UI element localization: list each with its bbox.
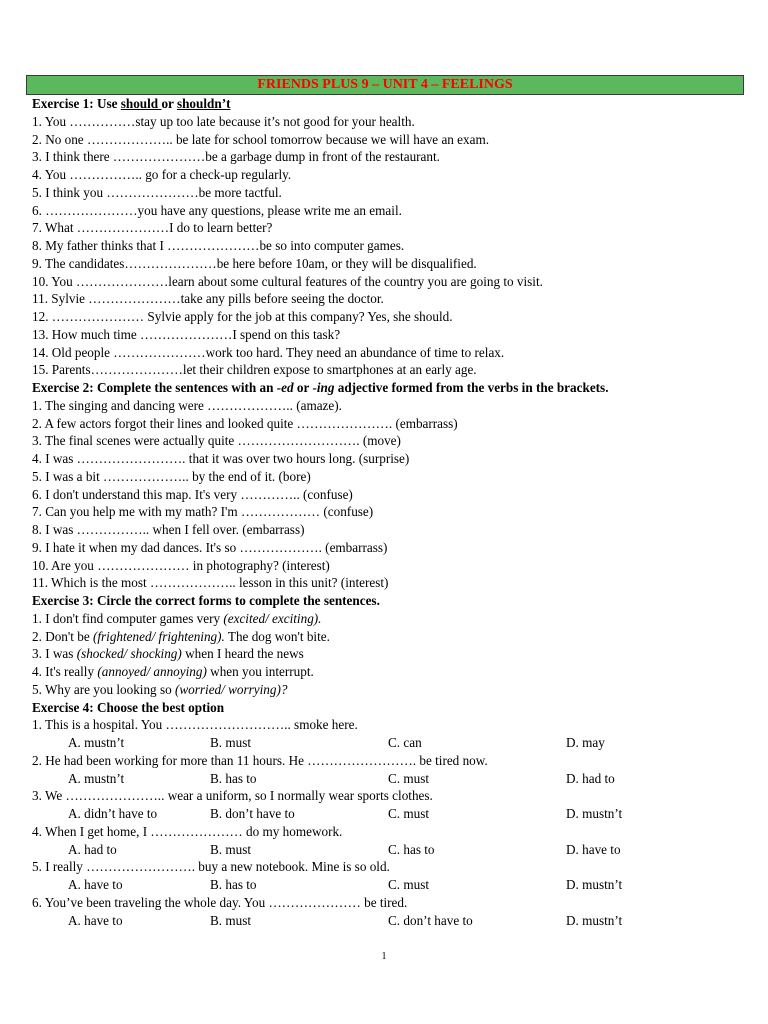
- ex2-item-10: 10. Are you ………………… in photography? (interest): [32, 557, 330, 573]
- ex1-item-1: 1. You ……………stay up too late because it’s not good for your health.: [32, 113, 415, 129]
- ex4-question-2: 2. He had been working for more than 11 hours. He ……………………. be tired now.: [32, 752, 488, 768]
- ex4-options-1: [32, 734, 752, 752]
- ex3-item-1-choices: (excited/ exciting).: [223, 610, 322, 626]
- ex2-item-2: 2. A few actors forgot their lines and looked quite …………………. (embarrass): [32, 415, 458, 431]
- ex3-item-3-choices: (shocked/ shocking): [76, 646, 182, 662]
- exercise-4-title: Exercise 4: Choose the best option: [32, 699, 225, 715]
- ex2-title-part-3: adjective formed from the verbs in the brackets.: [334, 380, 609, 395]
- ex2-item-1: 1. The singing and dancing were ……………….. (amaze).: [32, 397, 342, 413]
- ex1-item-6: 6. …………………you have any questions, please write me an email.: [32, 202, 402, 218]
- ex1-item-5: 5. I think you …………………be more tactful.: [32, 184, 282, 200]
- ex1-item-10: 10. You …………………learn about some cultural features of the country you are going to visit.: [32, 273, 543, 289]
- worksheet-title: FRIENDS PLUS 9 – UNIT 4 – FEELINGS: [26, 75, 744, 95]
- option-c: C. must: [388, 770, 430, 786]
- exercise-3-title: Exercise 3: Circle the correct forms to complete the sentences.: [32, 593, 380, 608]
- worksheet-content: [32, 95, 752, 929]
- option-b: B. must: [210, 735, 252, 750]
- ex2-ing: -ing: [312, 380, 335, 395]
- option-a: A. mustn’t: [68, 770, 125, 786]
- ex1-shouldnt: shouldn’t: [176, 96, 231, 111]
- ex1-should: should: [120, 96, 162, 111]
- ex3-item-2-choices: (frightened/ frightening).: [92, 628, 225, 644]
- option-b: B. must: [210, 912, 252, 928]
- ex1-item-8: 8. My father thinks that I …………………be so into computer games.: [32, 238, 405, 253]
- page-number: 1: [381, 951, 387, 962]
- ex4-question-1: 1. This is a hospital. You ……………………….. smoke here.: [32, 717, 358, 733]
- ex3-item-4-rest: when you interrupt.: [206, 664, 314, 679]
- ex1-item-13: 13. How much time …………………I spend on this task?: [32, 326, 341, 342]
- ex3-item-3: [32, 645, 752, 663]
- option-c: C. has to: [388, 841, 435, 857]
- ex4-question-5: 5. I really ……………………. buy a new notebook. Mine is so old.: [32, 859, 390, 875]
- option-a: A. had to: [68, 841, 117, 857]
- exercise-1-title: [32, 95, 752, 113]
- option-a: A. didn’t have to: [68, 806, 158, 821]
- ex1-item-14: 14. Old people …………………work too hard. They need an abundance of time to relax.: [32, 344, 505, 360]
- option-c: C. can: [388, 735, 422, 750]
- ex1-title-prefix: Exercise 1: Use: [32, 96, 121, 111]
- ex2-item-8: 8. I was …………….. when I fell over. (embarrass): [32, 522, 305, 537]
- ex2-ed: -ed: [276, 380, 294, 395]
- ex3-item-5-choices: (worried/ worrying)?: [174, 681, 288, 697]
- ex1-item-9: 9. The candidates…………………be here before 10am, or they will be disqualified.: [32, 255, 477, 271]
- ex1-item-12: 12. ………………… Sylvie apply for the job at this company? Yes, she should.: [32, 309, 453, 324]
- exercise-2-title: [32, 379, 752, 397]
- ex3-item-4: [32, 663, 752, 681]
- option-b: B. has to: [210, 877, 257, 892]
- option-c: C. must: [388, 877, 430, 892]
- ex2-item-4: 4. I was ……………………. that it was over two hours long. (surprise): [32, 451, 410, 466]
- ex3-item-3-rest: when I heard the news: [181, 646, 304, 662]
- option-d: D. mustn’t: [566, 877, 623, 892]
- ex2-title-part-2: or: [293, 380, 313, 395]
- option-d: D. have to: [566, 841, 621, 857]
- ex3-item-4-choices: (annoyed/ annoying): [97, 664, 207, 679]
- option-b: B. has to: [210, 770, 257, 786]
- ex3-item-4-text: 4. It's really: [32, 664, 98, 679]
- option-c: C. must: [388, 806, 430, 821]
- ex1-or: or: [161, 96, 177, 111]
- option-c: C. don’t have to: [388, 912, 473, 928]
- ex4-options-3: [32, 805, 752, 823]
- ex4-options-2: [32, 770, 752, 788]
- option-b: B. don’t have to: [210, 806, 295, 821]
- ex4-question-4: 4. When I get home, I ………………… do my homework.: [32, 823, 343, 839]
- ex2-item-3: 3. The final scenes were actually quite ………………………. (move): [32, 433, 401, 449]
- ex3-item-2-rest: The dog won't bite.: [224, 628, 330, 644]
- option-a: A. have to: [68, 877, 123, 892]
- ex1-item-15: 15. Parents…………………let their children expose to smartphones at an early age.: [32, 362, 477, 378]
- option-a: A. mustn’t: [68, 735, 125, 750]
- ex2-item-6: 6. I don't understand this map. It's very ………….. (confuse): [32, 486, 353, 502]
- option-b: B. must: [210, 841, 252, 857]
- ex2-item-5: 5. I was a bit ……………….. by the end of it. (bore): [32, 468, 311, 484]
- ex3-item-2: [32, 628, 752, 646]
- ex4-options-5: [32, 876, 752, 894]
- option-d: D. may: [566, 735, 605, 750]
- option-d: D. had to: [566, 770, 615, 786]
- ex1-item-7: 7. What …………………I do to learn better?: [32, 220, 273, 236]
- ex4-question-6: 6. You’ve been traveling the whole day. You ………………… be tired.: [32, 894, 408, 910]
- ex3-item-5-text: 5. Why are you looking so: [32, 681, 175, 697]
- option-d: D. mustn’t: [566, 806, 623, 821]
- option-a: A. have to: [68, 912, 123, 928]
- ex1-item-4: 4. You …………….. go for a check-up regularly.: [32, 167, 292, 182]
- ex1-item-3: 3. I think there …………………be a garbage dump in front of the restaurant.: [32, 149, 440, 165]
- ex4-options-6: [32, 912, 752, 930]
- ex2-item-9: 9. I hate it when my dad dances. It's so ………………. (embarrass): [32, 539, 388, 555]
- ex4-options-4: [32, 841, 752, 859]
- ex2-item-11: 11. Which is the most ……………….. lesson in this unit? (interest): [32, 575, 389, 591]
- ex4-question-3: 3. We ………………….. wear a uniform, so I normally wear sports clothes.: [32, 788, 433, 804]
- ex1-item-2: 2. No one ……………….. be late for school tomorrow because we will have an exam.: [32, 131, 490, 147]
- ex3-item-5: [32, 681, 752, 699]
- ex3-item-1-text: 1. I don't find computer games very: [32, 610, 224, 626]
- ex2-title-part-1: Exercise 2: Complete the sentences with an: [32, 380, 277, 395]
- ex3-item-1: [32, 610, 752, 628]
- ex1-item-11: 11. Sylvie …………………take any pills before seeing the doctor.: [32, 291, 384, 307]
- option-d: D. mustn’t: [566, 912, 623, 928]
- ex3-item-2-text: 2. Don't be: [32, 628, 93, 644]
- ex3-item-3-text: 3. I was: [32, 646, 77, 662]
- ex2-item-7: 7. Can you help me with my math? I'm ……………… (confuse): [32, 504, 374, 520]
